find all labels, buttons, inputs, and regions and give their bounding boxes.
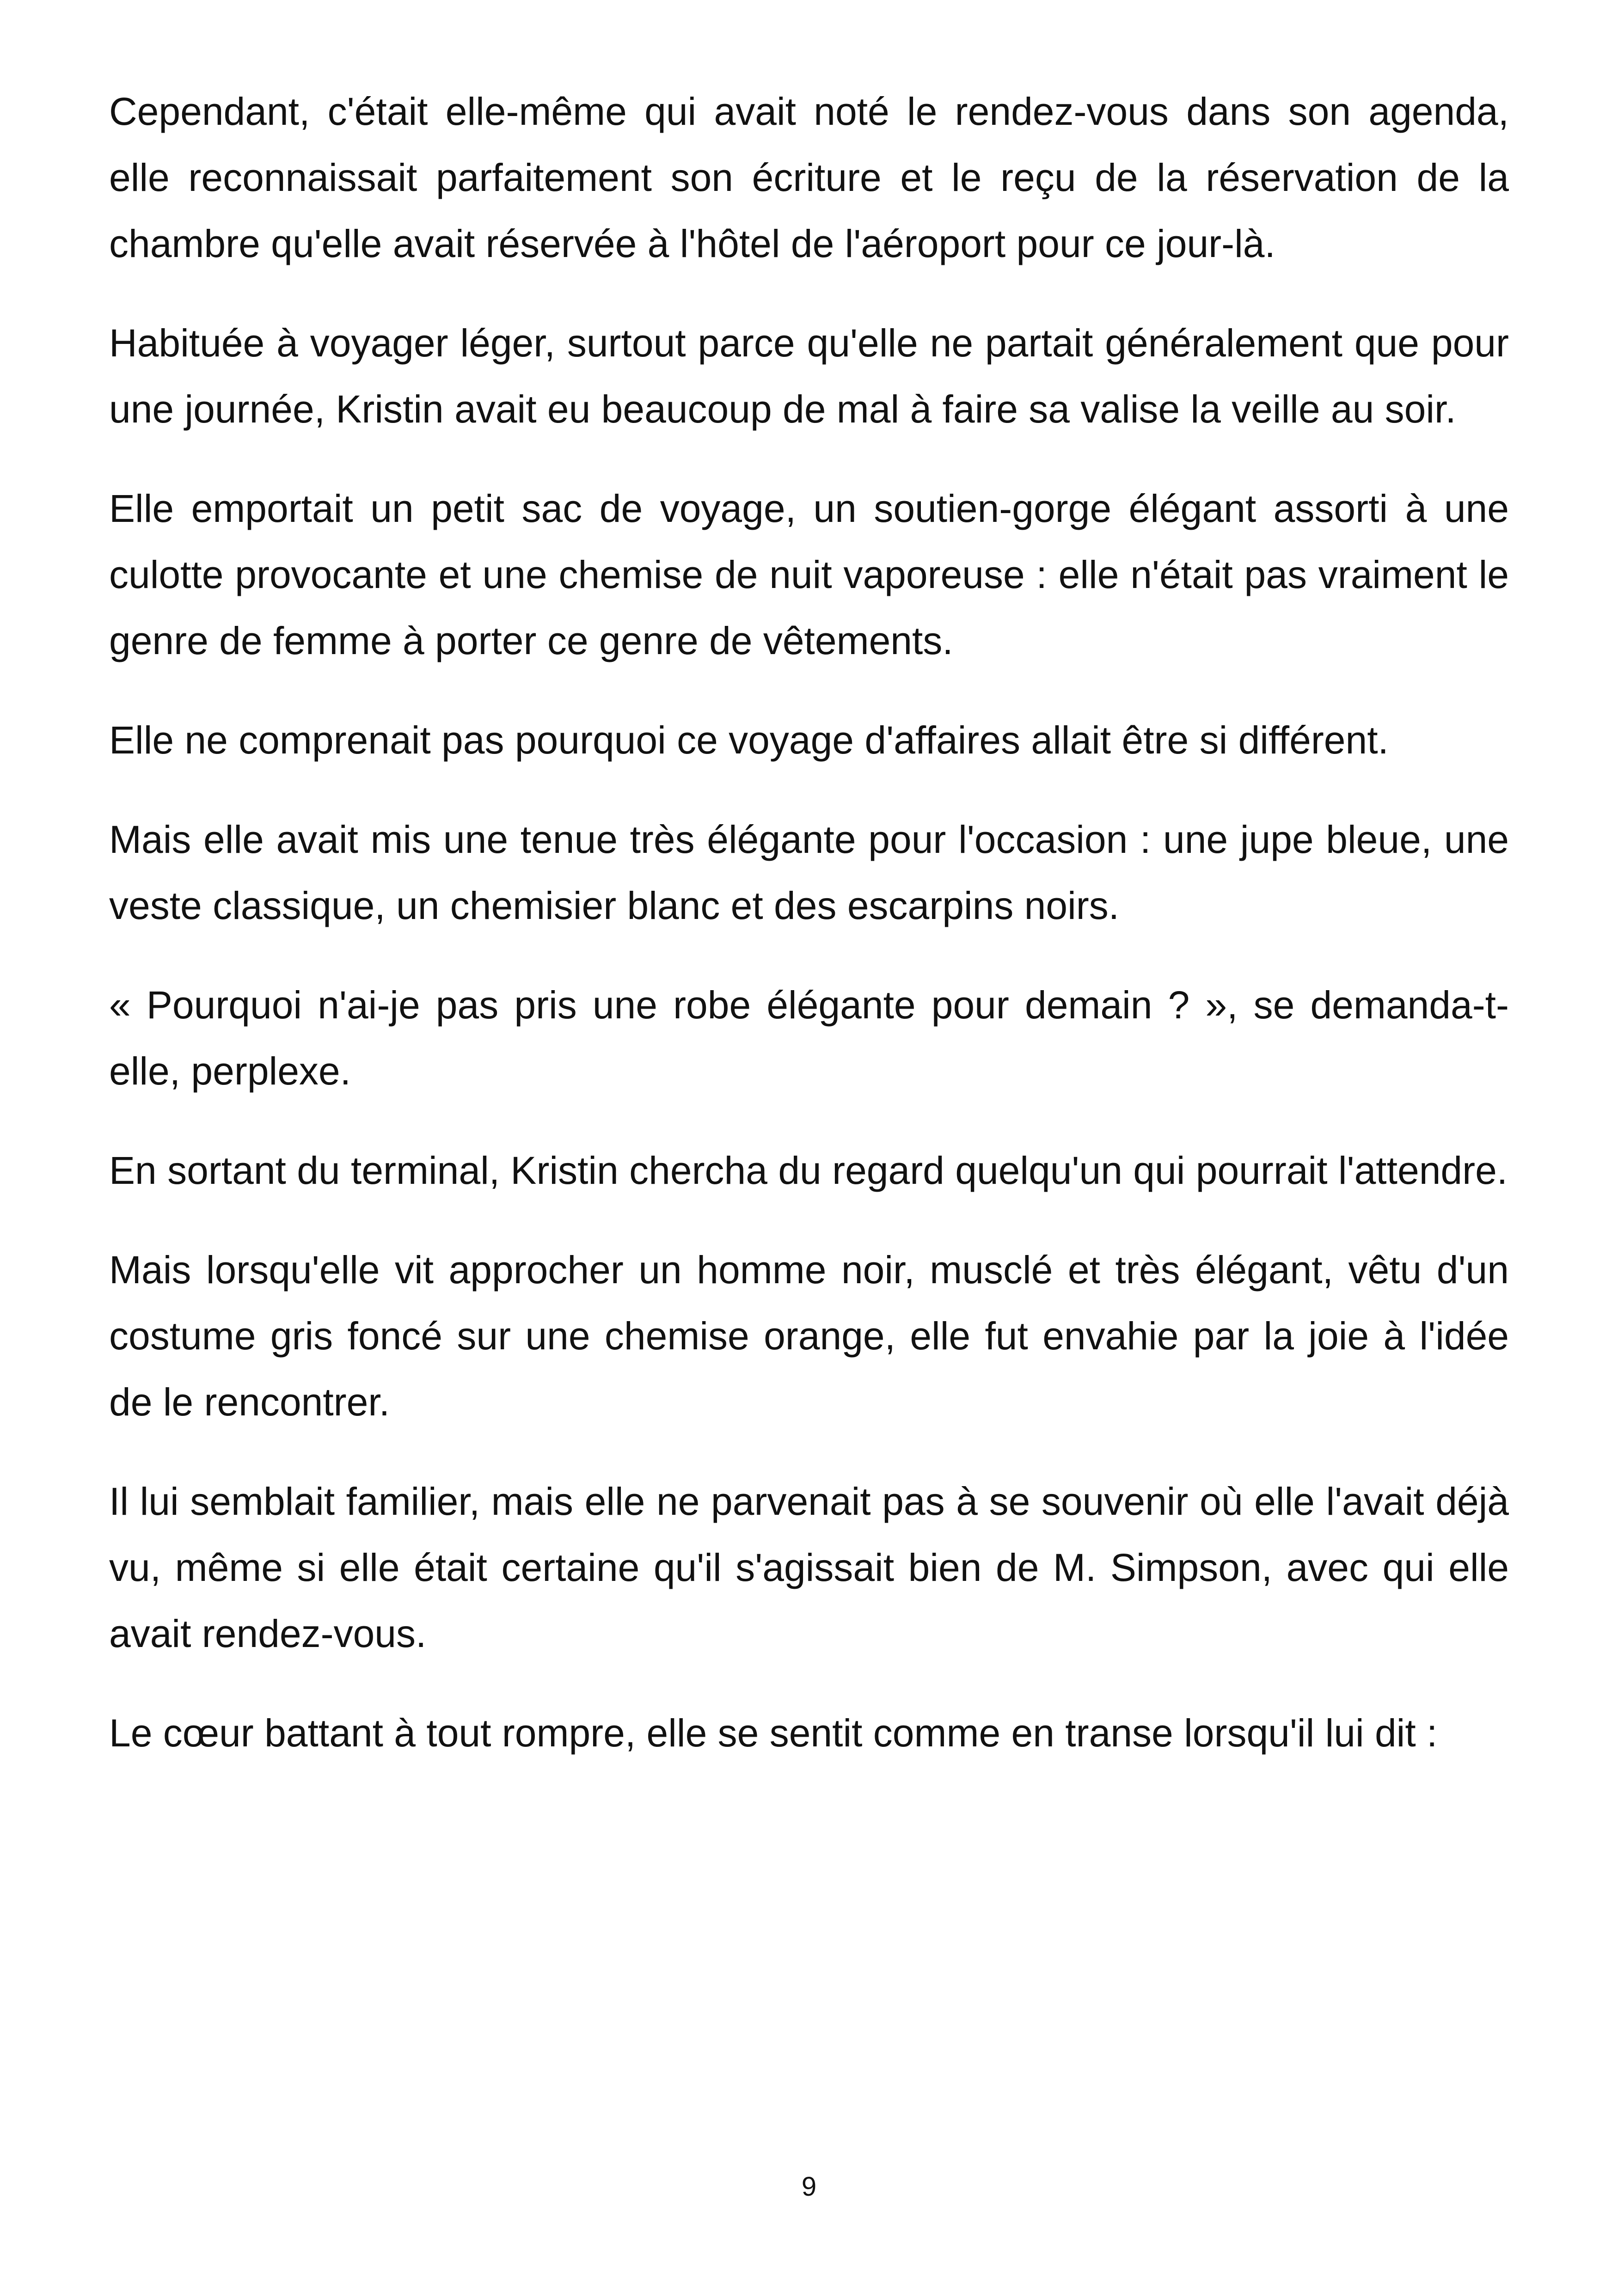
paragraph-6: « Pourquoi n'ai-je pas pris une robe élégante pour demain ? », se demanda-t-elle, perplexe.	[109, 983, 1509, 1093]
paragraph-4: Elle ne comprenait pas pourquoi ce voyage d'affaires allait être si différent.	[109, 718, 1389, 762]
paragraph-5: Mais elle avait mis une tenue très élégante pour l'occasion : une jupe bleue, une veste classique, un chemisier blanc et des escarpins noirs.	[109, 818, 1509, 927]
page-number: 9	[801, 2172, 817, 2202]
paragraph-3: Elle emportait un petit sac de voyage, un soutien-gorge élégant assorti à une culotte provocante et une chemise de nuit vaporeuse : elle n'était pas vraiment le genre de femme à porter ce genre de vêtements.	[109, 487, 1509, 662]
paragraph-9: Il lui semblait familier, mais elle ne parvenait pas à se souvenir où elle l'avait déjà vu, même si elle était certaine qu'il s'agissait bien de M. Simpson, avec qui elle avait rendez-vous.	[109, 1480, 1509, 1655]
paragraph-7: En sortant du terminal, Kristin chercha du regard quelqu'un qui pourrait l'attendre.	[109, 1149, 1508, 1192]
body-text	[109, 79, 1509, 1766]
paragraph-10: Le cœur battant à tout rompre, elle se sentit comme en transe lorsqu'il lui dit :	[109, 1711, 1438, 1755]
paragraph-8: Mais lorsqu'elle vit approcher un homme noir, musclé et très élégant, vêtu d'un costume gris foncé sur une chemise orange, elle fut envahie par la joie à l'idée de le rencontrer.	[109, 1248, 1509, 1424]
paragraph-1: Cependant, c'était elle-même qui avait noté le rendez-vous dans son agenda, elle reconnaissait parfaitement son écriture et le reçu de la réservation de la chambre qu'elle avait réservée à l'hôtel de l'aéroport pour ce jour-là.	[109, 90, 1509, 265]
paragraph-2: Habituée à voyager léger, surtout parce qu'elle ne partait généralement que pour une journée, Kristin avait eu beaucoup de mal à faire sa valise la veille au soir.	[109, 321, 1509, 431]
